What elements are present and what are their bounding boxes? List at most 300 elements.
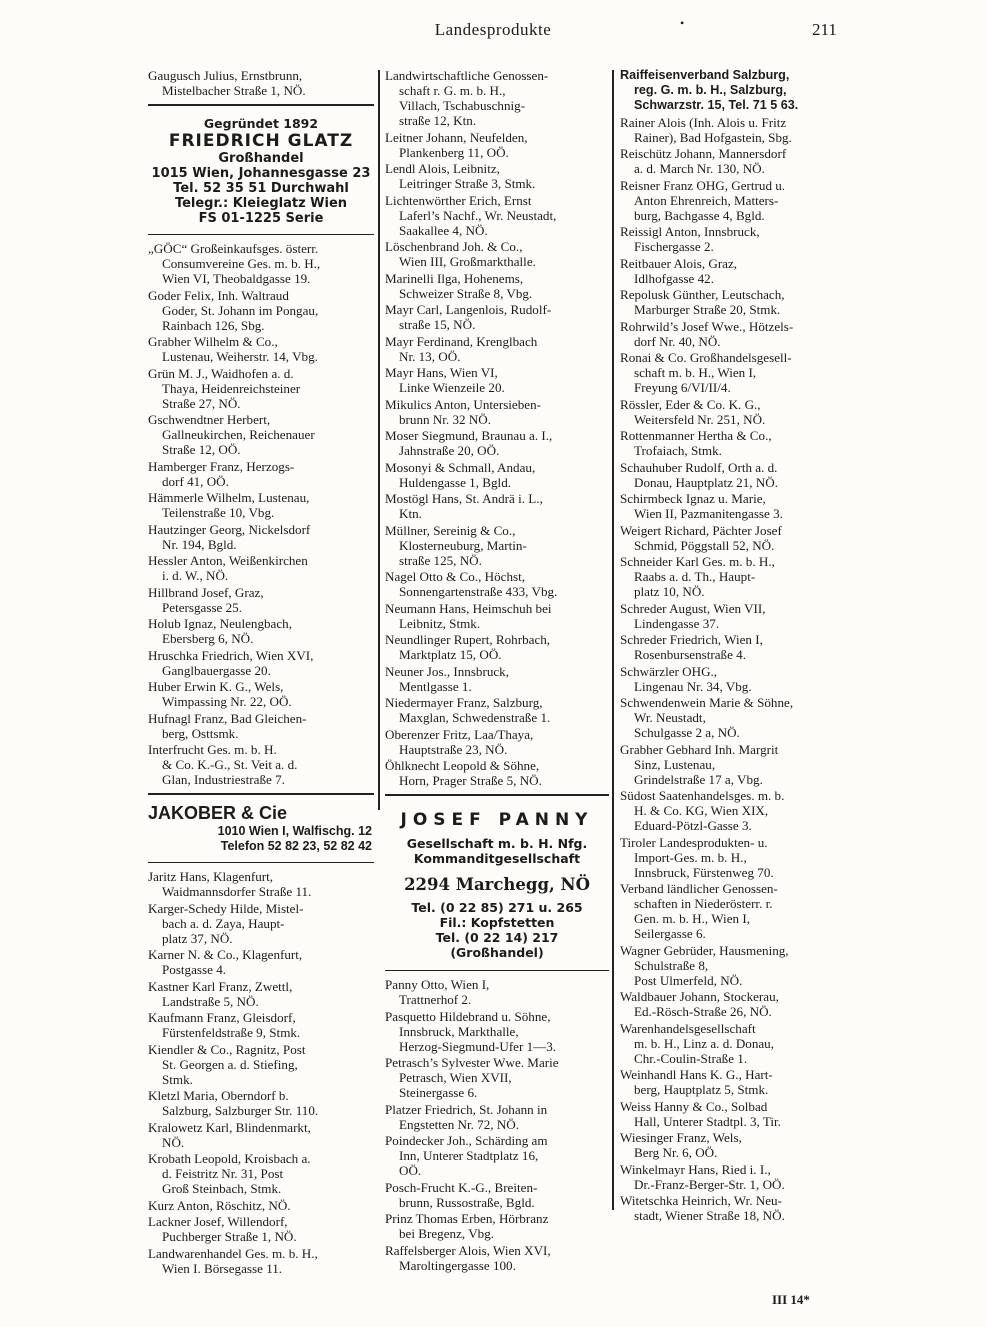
entry-line: reg. G. m. b. H., Salzburg, bbox=[634, 83, 787, 97]
entry-line: Berg Nr. 6, OÖ. bbox=[634, 1145, 718, 1160]
entry-line: Hessler Anton, Weißenkirchen bbox=[148, 553, 308, 568]
list-item bbox=[148, 334, 374, 364]
entry-line: Lichtenwörther Erich, Ernst bbox=[385, 192, 532, 208]
entry-line: stadt, Wiener Straße 18, NÖ. bbox=[634, 1208, 785, 1223]
ad-phone: Tel. 52 35 51 Durchwahl bbox=[173, 181, 349, 196]
entry-line: platz 37, NÖ. bbox=[162, 930, 233, 946]
entry-line: Kaufmann Franz, Gleisdorf, bbox=[148, 1010, 296, 1025]
entry-line: Dr.-Franz-Berger-Str. 1, OÖ. bbox=[634, 1176, 785, 1192]
entry-line: Raabs a. d. Th., Haupt- bbox=[634, 569, 756, 584]
entry-line: St. Georgen a. d. Stiefing, bbox=[162, 1056, 298, 1072]
list-item bbox=[385, 601, 609, 631]
list-item bbox=[385, 727, 609, 757]
entry-line: Wr. Neustadt, bbox=[634, 710, 706, 725]
entry-line: Hauptstraße 23, NÖ. bbox=[399, 741, 508, 757]
entry-line: Hamberger Franz, Herzogs- bbox=[148, 458, 295, 474]
list-item bbox=[148, 979, 374, 1009]
entry-line: Goder, St. Johann im Pongau, bbox=[162, 302, 319, 318]
entry-line: Schreder Friedrich, Wien I, bbox=[620, 632, 763, 647]
ad-divider bbox=[148, 862, 374, 863]
ad-friedrich-glatz bbox=[148, 112, 374, 228]
entry-line: Inn, Unterer Stadtplatz 16, bbox=[399, 1148, 539, 1163]
entry-line: Ebersberg 6, NÖ. bbox=[162, 631, 254, 646]
entry-line: Hämmerle Wilhelm, Lustenau, bbox=[148, 490, 310, 505]
entry-line: Stmk. bbox=[162, 1071, 193, 1087]
entry-line: Waldbauer Johann, Stockerau, bbox=[620, 989, 779, 1004]
entry-line: Nr. 194, Bgld. bbox=[162, 536, 237, 552]
entry-line: Neuner Jos., Innsbruck, bbox=[385, 663, 510, 679]
ad-telex: FS 01-1225 Serie bbox=[198, 211, 324, 226]
entry-line: Hufnagl Franz, Bad Gleichen- bbox=[148, 710, 307, 726]
entry-line: Trofaiach, Stmk. bbox=[634, 443, 722, 458]
entry-line: Neundlinger Rupert, Rohrbach, bbox=[385, 632, 551, 647]
list-item bbox=[620, 664, 846, 694]
ad-phone: Tel. (0 22 85) 271 u. 265 bbox=[411, 900, 583, 915]
entry-line: Repolusk Günther, Leutschach, bbox=[620, 287, 785, 302]
list-item bbox=[620, 1130, 846, 1160]
list-item bbox=[620, 943, 846, 988]
entry-line: Weitersfeld Nr. 251, NÖ. bbox=[634, 411, 766, 427]
entry-line: Schulgasse 2 a, NÖ. bbox=[634, 725, 740, 740]
entry-line: Posch-Frucht K.-G., Breiten- bbox=[385, 1179, 538, 1195]
entry-line: Schweizer Straße 8, Vbg. bbox=[399, 285, 533, 301]
list-item bbox=[620, 601, 846, 631]
entry-line: Wien VI, Theobaldgasse 19. bbox=[162, 271, 311, 286]
entry-line: Petrasch’s Sylvester Wwe. Marie bbox=[385, 1055, 559, 1070]
list-item bbox=[148, 616, 374, 646]
entry-line: Mentlgasse 1. bbox=[399, 678, 472, 694]
entry-line: Müllner, Sereinig & Co., bbox=[385, 522, 516, 538]
entry-line: Innsbruck, Fürstenweg 70. bbox=[634, 864, 774, 880]
list-item bbox=[620, 224, 846, 254]
entry-line: d. Feistritz Nr. 31, Post bbox=[162, 1166, 284, 1181]
list-item bbox=[620, 350, 846, 395]
ad-divider bbox=[148, 234, 374, 235]
entry-line: Landstraße 5, NÖ. bbox=[162, 993, 259, 1009]
list-item bbox=[385, 977, 609, 1007]
entry-line: Schneider Karl Ges. m. b. H., bbox=[620, 554, 775, 569]
list-item bbox=[148, 490, 374, 520]
entry-line: Engstetten Nr. 72, NÖ. bbox=[399, 1116, 520, 1132]
ad-address: 1015 Wien, Johannesgasse 23 bbox=[151, 166, 371, 181]
entry-line: Neumann Hans, Heimschuh bei bbox=[385, 600, 552, 616]
entry-line: Jahnstraße 20, OÖ. bbox=[399, 443, 500, 458]
entry-line: Leitner Johann, Neufelden, bbox=[385, 129, 528, 145]
entry-line: Wiesinger Franz, Wels, bbox=[620, 1130, 742, 1145]
ad-line1: Gesellschaft m. b. H. Nfg. bbox=[406, 836, 588, 851]
entry-line: Huldengasse 1, Bgld. bbox=[399, 474, 512, 490]
entry-line: Rottenmanner Hertha & Co., bbox=[620, 428, 772, 443]
entry-line: Post Ulmerfeld, NÖ. bbox=[634, 972, 743, 988]
list-item bbox=[620, 115, 846, 145]
entry-line: Mayr Hans, Wien VI, bbox=[385, 365, 498, 380]
entry-line: Ronai & Co. Großhandelsgesell- bbox=[620, 350, 792, 365]
entry-line: Petersgasse 25. bbox=[162, 599, 243, 615]
entry-line: Lingenau Nr. 34, Vbg. bbox=[634, 678, 752, 694]
entry-line: Fürstenfeldstraße 9, Stmk. bbox=[162, 1025, 301, 1040]
list-item bbox=[620, 1162, 846, 1192]
entry-line: Löschenbrand Joh. & Co., bbox=[385, 239, 523, 254]
list-item bbox=[620, 881, 846, 941]
entry-line: Thaya, Heidenreichsteiner bbox=[162, 380, 301, 396]
list-item bbox=[385, 758, 609, 788]
entry-line: Südost Saatenhandelsges. m. b. bbox=[620, 788, 785, 803]
entry-line: Goder Felix, Inh. Waltraud bbox=[148, 287, 289, 303]
entry-line: Gschwendtner Herbert, bbox=[148, 412, 271, 427]
entry-line: Grabher Wilhelm & Co., bbox=[148, 334, 278, 349]
entry-line: Reissigl Anton, Innsbruck, bbox=[620, 224, 760, 239]
ad-divider bbox=[385, 970, 609, 971]
column-left bbox=[148, 68, 374, 1277]
entry-line: Moser Siegmund, Braunau a. I., bbox=[385, 428, 553, 443]
ad-line2: Kommanditgesellschaft bbox=[413, 851, 581, 866]
entry-line: Hruschka Friedrich, Wien XVI, bbox=[148, 647, 314, 663]
list-item bbox=[620, 1021, 846, 1066]
entry-line: Klosterneuburg, Martin- bbox=[399, 537, 527, 553]
entry-line: Reisner Franz OHG, Gertrud u. bbox=[620, 177, 786, 193]
entry-line: Mosonyi & Schmall, Andau, bbox=[385, 459, 536, 475]
entry-line: Winkelmayr Hans, Ried i. I., bbox=[620, 1161, 771, 1177]
ad-trade: (Großhandel) bbox=[450, 945, 544, 960]
list-item bbox=[148, 68, 374, 98]
entry-line: schaft m. b. H., Wien I, bbox=[634, 365, 757, 380]
entry-line: Kastner Karl Franz, Zwettl, bbox=[148, 978, 293, 994]
entry-line: dorf 41, OÖ. bbox=[162, 473, 229, 489]
list-item bbox=[148, 553, 374, 583]
list-item bbox=[620, 695, 846, 740]
entry-line: Maxglan, Schwedenstraße 1. bbox=[399, 710, 551, 725]
entry-line: Jaritz Hans, Klagenfurt, bbox=[148, 869, 274, 884]
entry-line: Wien I. Börsegasse 11. bbox=[162, 1260, 283, 1276]
list-item bbox=[385, 130, 609, 160]
signature-mark: III 14* bbox=[772, 1292, 810, 1307]
entry-line: Eduard-Pötzl-Gasse 3. bbox=[634, 818, 752, 833]
list-item bbox=[385, 523, 609, 568]
list-item bbox=[620, 742, 846, 787]
list-item bbox=[385, 1243, 609, 1273]
list-item bbox=[148, 1246, 374, 1276]
entry-line: Rainbach 126, Sbg. bbox=[162, 317, 265, 333]
entry-line: Waidmannsdorfer Straße 11. bbox=[162, 884, 312, 899]
entry-line: Raffelsberger Alois, Wien XVI, bbox=[385, 1242, 551, 1258]
entry-line: Marburger Straße 20, Stmk. bbox=[634, 302, 781, 317]
ad-trade: Großhandel bbox=[218, 151, 304, 166]
entry-line: Gaugusch Julius, Ernstbrunn, bbox=[148, 68, 303, 83]
entry-line: Wien III, Großmarkthalle. bbox=[399, 254, 536, 269]
entry-line: Horn, Prager Straße 5, NÖ. bbox=[399, 773, 542, 788]
list-item bbox=[148, 1120, 374, 1150]
entry-line: Wimpassing Nr. 22, OÖ. bbox=[162, 694, 292, 709]
list-item bbox=[148, 459, 374, 489]
list-item bbox=[148, 288, 374, 333]
entry-line: brunn Nr. 32 NÖ. bbox=[399, 411, 492, 427]
list-item bbox=[385, 1055, 609, 1100]
list-item bbox=[620, 1067, 846, 1097]
entry-line: Witetschka Heinrich, Wr. Neu- bbox=[620, 1193, 782, 1208]
entry-line: OÖ. bbox=[399, 1163, 422, 1178]
entry-line: Villach, Tschabuschnig- bbox=[399, 98, 526, 113]
entry-line: Trattnerhof 2. bbox=[399, 992, 472, 1007]
entry-line: Prinz Thomas Erben, Hörbranz bbox=[385, 1211, 549, 1226]
entry-line: Rainer Alois (Inh. Alois u. Fritz bbox=[620, 114, 787, 130]
entry-line: Mayr Carl, Langenlois, Rudolf- bbox=[385, 302, 552, 317]
entry-line: Reitbauer Alois, Graz, bbox=[620, 255, 738, 271]
list-item bbox=[148, 947, 374, 977]
entry-line: Wien II, Pazmanitengasse 3. bbox=[634, 506, 783, 521]
list-item bbox=[148, 1010, 374, 1040]
ad-phone: Telefon 52 82 23, 52 82 42 bbox=[220, 839, 372, 853]
entry-line: Niedermayer Franz, Salzburg, bbox=[385, 695, 543, 710]
entry-line: Landwarenhandel Ges. m. b. H., bbox=[148, 1245, 318, 1261]
entry-line: Lindengasse 37. bbox=[634, 615, 720, 631]
list-item bbox=[385, 271, 609, 301]
entry-line: a. d. March Nr. 130, NÖ. bbox=[634, 161, 765, 176]
entry-line: Hautzinger Georg, Nickelsdorf bbox=[148, 521, 311, 537]
list-item bbox=[620, 989, 846, 1019]
list-item bbox=[148, 742, 374, 787]
list-item bbox=[148, 648, 374, 678]
list-item bbox=[620, 835, 846, 880]
entry-line: Wagner Gebrüder, Hausmening, bbox=[620, 942, 789, 958]
entry-line: Ktn. bbox=[399, 506, 422, 521]
entry-line: m. b. H., Linz a. d. Donau, bbox=[634, 1035, 775, 1051]
entry-line: Schreder August, Wien VII, bbox=[620, 600, 766, 616]
entry-line: Sonnengartenstraße 433, Vbg. bbox=[399, 584, 558, 599]
entries-a bbox=[385, 68, 609, 788]
entry-line: Plankenberg 11, OÖ. bbox=[399, 144, 509, 160]
ad-founded: Gegründet 1892 bbox=[203, 116, 319, 131]
ad-divider bbox=[148, 793, 374, 795]
list-item bbox=[148, 1151, 374, 1196]
entry-line: NÖ. bbox=[162, 1134, 185, 1150]
entry-line: Sinz, Lustenau, bbox=[634, 756, 716, 772]
entry-line: Linke Wienzeile 20. bbox=[399, 380, 505, 395]
column-divider-1 bbox=[378, 70, 380, 810]
entry-line: Panny Otto, Wien I, bbox=[385, 977, 490, 992]
entry-line: straße 125, NÖ. bbox=[399, 552, 482, 568]
list-item bbox=[385, 569, 609, 599]
entry-line: Ganglbauergasse 20. bbox=[162, 662, 271, 678]
list-item bbox=[620, 428, 846, 458]
ad-company-name: JAKOBER & Cie bbox=[148, 803, 288, 823]
entry-line: Raiffeisenverband Salzburg, bbox=[620, 68, 790, 82]
entry-line: Platzer Friedrich, St. Johann in bbox=[385, 1101, 548, 1117]
entry-line: Hillbrand Josef, Graz, bbox=[148, 584, 264, 600]
entry-line: Interfrucht Ges. m. b. H. bbox=[148, 742, 277, 757]
entry-line: Ed.-Rösch-Straße 26, NÖ. bbox=[634, 1004, 772, 1019]
entry-line: Marinelli Ilga, Hohenems, bbox=[385, 270, 524, 286]
list-item bbox=[620, 632, 846, 662]
list-item bbox=[385, 491, 609, 521]
entry-line: bei Bregenz, Vbg. bbox=[399, 1226, 495, 1241]
entry-line: i. d. W., NÖ. bbox=[162, 568, 229, 583]
list-item bbox=[385, 161, 609, 191]
list-item bbox=[148, 901, 374, 946]
entry-line: schaften in Niederösterr. r. bbox=[634, 896, 773, 911]
list-item bbox=[385, 1009, 609, 1054]
entry-line: Kiendler & Co., Ragnitz, Post bbox=[148, 1041, 306, 1057]
entry-line: Mostögl Hans, St. Andrä i. L., bbox=[385, 491, 543, 506]
entries-a bbox=[148, 68, 374, 98]
entry-line: Postgasse 4. bbox=[162, 962, 227, 977]
entry-line: Weiss Hanny & Co., Solbad bbox=[620, 1098, 768, 1114]
list-item bbox=[620, 256, 846, 286]
entry-line: burg, Bachgasse 4, Bgld. bbox=[634, 207, 765, 223]
entry-line: Steinergasse 6. bbox=[399, 1085, 478, 1100]
entry-line: Nagel Otto & Co., Höchst, bbox=[385, 569, 526, 584]
entries bbox=[620, 115, 846, 1224]
entry-line: Weigert Richard, Pächter Josef bbox=[620, 522, 782, 538]
list-item bbox=[620, 523, 846, 553]
list-item bbox=[385, 334, 609, 364]
list-item bbox=[385, 664, 609, 694]
entries-b bbox=[148, 241, 374, 787]
page-number: 211 bbox=[812, 20, 837, 39]
entry-line: Rainer), Bad Hofgastein, Sbg. bbox=[634, 129, 792, 145]
column-right bbox=[620, 68, 846, 1225]
list-item bbox=[385, 695, 609, 725]
ad-branch: Fil.: Kopfstetten bbox=[439, 915, 555, 930]
entry-line: Verband ländlicher Genossen- bbox=[620, 881, 778, 896]
entry-line: Anton Ehrenreich, Matters- bbox=[634, 192, 779, 208]
entry-line: Krobath Leopold, Kroisbach a. bbox=[148, 1151, 311, 1166]
entry-line: Petrasch, Wien XVII, bbox=[399, 1070, 512, 1085]
entry-line: Kurz Anton, Röschitz, NÖ. bbox=[148, 1197, 291, 1213]
entry-line: Tiroler Landesprodukten- u. bbox=[620, 834, 768, 850]
entry-line: Seilergasse 6. bbox=[634, 926, 706, 941]
entry-line: bach a. d. Zaya, Haupt- bbox=[162, 915, 285, 931]
entry-line: Kletzl Maria, Oberndorf b. bbox=[148, 1088, 289, 1103]
list-item bbox=[620, 287, 846, 317]
entry-line: Schauhuber Rudolf, Orth a. d. bbox=[620, 459, 778, 475]
entry-line: Holub Ignaz, Neulengbach, bbox=[148, 616, 292, 631]
entry-line: Hall, Unterer Stadtpl. 3, Tir. bbox=[634, 1113, 781, 1129]
entry-line: Herzog-Siegmund-Ufer 1—3. bbox=[399, 1038, 557, 1054]
entry-line: Rohrwild’s Josef Wwe., Hötzels- bbox=[620, 318, 794, 334]
list-item bbox=[385, 632, 609, 662]
entry-line: Gallneukirchen, Reichenauer bbox=[162, 427, 315, 442]
entry-line: Marktplatz 15, OÖ. bbox=[399, 647, 502, 662]
list-item bbox=[148, 1042, 374, 1087]
entry-line: Laferl’s Nachf., Wr. Neustadt, bbox=[399, 207, 557, 223]
ad-company-name: JOSEF PANNY bbox=[400, 810, 594, 830]
list-item bbox=[620, 146, 846, 176]
list-item bbox=[148, 679, 374, 709]
list-item bbox=[620, 788, 846, 833]
entry-line: Schmid, Pöggstall 52, NÖ. bbox=[634, 537, 775, 553]
list-item bbox=[385, 428, 609, 458]
ad-jakober bbox=[148, 801, 374, 856]
ad-address: 1010 Wien I, Walfischg. 12 bbox=[217, 824, 372, 838]
entry-line: Freyung 6/VI/II/4. bbox=[634, 380, 731, 395]
entry-line: Donau, Hauptplatz 21, NÖ. bbox=[634, 474, 778, 490]
list-item bbox=[148, 522, 374, 552]
list-item bbox=[385, 302, 609, 332]
list-item bbox=[620, 460, 846, 490]
entry-line: Import-Ges. m. b. H., bbox=[634, 849, 747, 865]
entry-line: Lustenau, Weiherstr. 14, Vbg. bbox=[162, 349, 318, 364]
entry-line: Reischütz Johann, Mannersdorf bbox=[620, 146, 787, 161]
entry-line: & Co. K.-G., St. Veit a. d. bbox=[162, 757, 298, 772]
entry-line: berg, Hauptplatz 5, Stmk. bbox=[634, 1082, 769, 1097]
list-item bbox=[148, 1198, 374, 1213]
entry-line: straße 15, NÖ. bbox=[399, 317, 476, 332]
entry-line: Grindelstraße 17 a, Vbg. bbox=[634, 771, 763, 787]
list-item bbox=[385, 1102, 609, 1132]
entry-line: berg, Osttsmk. bbox=[162, 725, 239, 741]
entry-line: Schwendenwein Marie & Söhne, bbox=[620, 695, 794, 710]
entry-line: Schulstraße 8, bbox=[634, 957, 709, 973]
entry-line: Maroltingergasse 100. bbox=[399, 1257, 516, 1273]
list-item bbox=[385, 193, 609, 238]
entry-line: Innsbruck, Markthalle, bbox=[399, 1023, 519, 1039]
entry-line: Öhlknecht Leopold & Söhne, bbox=[385, 758, 540, 773]
entry-line: H. & Co. KG, Wien XIX, bbox=[634, 803, 769, 818]
ad-company-name: FRIEDRICH GLATZ bbox=[168, 131, 354, 151]
list-item bbox=[385, 239, 609, 269]
entry-line: Schwärzler OHG., bbox=[620, 663, 718, 679]
entry-line: Weinhandl Hans K. G., Hart- bbox=[620, 1067, 773, 1082]
entry-line: Glan, Industriestraße 7. bbox=[162, 772, 285, 787]
list-item bbox=[385, 1133, 609, 1178]
list-item bbox=[620, 1193, 846, 1223]
entry-line: dorf Nr. 40, NÖ. bbox=[634, 333, 721, 349]
entry-line: Lackner Josef, Willendorf, bbox=[148, 1214, 288, 1229]
list-item bbox=[385, 397, 609, 427]
entry-line: Puchberger Straße 1, NÖ. bbox=[162, 1229, 297, 1244]
ad-josef-panny bbox=[385, 802, 609, 964]
list-item bbox=[148, 1214, 374, 1244]
entry-line: Kralowetz Karl, Blindenmarkt, bbox=[148, 1119, 311, 1135]
entry-line: Karner N. & Co., Klagenfurt, bbox=[148, 947, 303, 962]
list-item bbox=[148, 1088, 374, 1118]
entry-line: Oberenzer Fritz, Laa/Thaya, bbox=[385, 726, 534, 742]
page-title: Landesprodukte bbox=[434, 20, 552, 39]
entry-line: Lendl Alois, Leibnitz, bbox=[385, 161, 500, 176]
entry-line: Warenhandelsgesellschaft bbox=[620, 1020, 756, 1036]
entry-line: „GÖC“ Großeinkaufsges. österr. bbox=[148, 241, 319, 256]
entry-line: Karger-Schedy Hilde, Mistel- bbox=[148, 900, 304, 916]
raiffeisen-entry bbox=[620, 68, 846, 113]
list-item bbox=[385, 1211, 609, 1241]
entry-line: Fischergasse 2. bbox=[634, 239, 714, 254]
entry-line: Poindecker Joh., Schärding am bbox=[385, 1133, 548, 1148]
list-item bbox=[148, 585, 374, 615]
entry-line: Mistelbacher Straße 1, NÖ. bbox=[162, 83, 306, 98]
ad-city: 2294 Marchegg, NÖ bbox=[404, 875, 590, 894]
entry-line: Grün M. J., Waidhofen a. d. bbox=[148, 365, 294, 381]
list-item bbox=[620, 554, 846, 599]
list-item bbox=[620, 178, 846, 223]
list-item bbox=[148, 366, 374, 411]
list-item bbox=[148, 412, 374, 457]
list-item bbox=[620, 491, 846, 521]
entry-line: Landwirtschaftliche Genossen- bbox=[385, 68, 549, 83]
list-item bbox=[620, 1099, 846, 1129]
entry-line: Rössler, Eder & Co. K. G., bbox=[620, 396, 761, 412]
entry-line: Schirmbeck Ignaz u. Marie, bbox=[620, 491, 766, 506]
entries-c bbox=[148, 869, 374, 1276]
entry-line: straße 12, Ktn. bbox=[399, 113, 477, 128]
entry-line: Nr. 13, OÖ. bbox=[399, 348, 461, 364]
entry-line: Straße 12, OÖ. bbox=[162, 442, 241, 457]
entry-line: Salzburg, Salzburger Str. 110. bbox=[162, 1103, 319, 1118]
list-item bbox=[620, 397, 846, 427]
entries-b bbox=[385, 977, 609, 1273]
entry-line: schaft r. G. m. b. H., bbox=[399, 83, 506, 98]
ad-divider bbox=[385, 794, 609, 796]
entry-line: Mayr Ferdinand, Krenglbach bbox=[385, 333, 538, 349]
